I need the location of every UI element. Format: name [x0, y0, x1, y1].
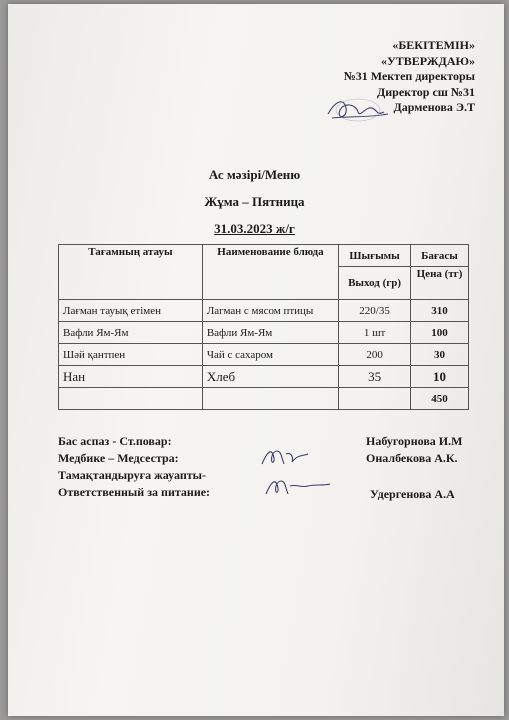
responsible-label-kz: Тамақтандыруға жауапты-	[58, 468, 207, 482]
cook-name: Набугорнова И.М	[366, 434, 463, 448]
dish-ru: Хлеб	[202, 366, 338, 388]
responsible-name: Удергенова А.А	[370, 487, 455, 501]
director-name: Дарменова Э.Т	[393, 100, 475, 114]
table-total-row	[59, 388, 469, 410]
approval-line: №31 Мектеп директоры	[343, 69, 475, 83]
menu-date: 31.03.2023 ж/г	[214, 221, 295, 236]
approval-line: «УТВЕРЖДАЮ»	[380, 53, 475, 68]
dish-kz: Вафли Ям-Ям	[59, 322, 203, 344]
menu-day: Жұма – Пятница	[204, 194, 305, 209]
dish-kz: Нан	[59, 366, 203, 388]
director-signature	[322, 92, 392, 128]
dish-price: 310	[411, 300, 469, 322]
dish-price: 10	[411, 366, 469, 388]
dish-output: 1 шт	[339, 322, 411, 344]
table-row	[59, 344, 469, 366]
table-header-row	[59, 245, 469, 267]
dish-price: 30	[411, 344, 469, 366]
total-price: 450	[411, 388, 469, 410]
header-price-sub: Цена (тг)	[411, 267, 469, 300]
dish-kz: Шәй қантпен	[59, 344, 203, 366]
table-row	[59, 300, 469, 322]
cook-label: Бас аспаз - Ст.повар:	[58, 434, 172, 448]
header-output-sub: Выход (гр)	[339, 267, 411, 300]
nurse-label: Медбике – Медсестра:	[58, 451, 179, 465]
header-name-ru: Наименование блюда	[202, 245, 338, 300]
dish-price: 100	[411, 322, 469, 344]
table-row	[59, 322, 469, 344]
responsible-signature	[262, 474, 332, 498]
header-price: Бағасы	[411, 245, 469, 267]
dish-ru: Лагман с мясом птицы	[202, 300, 338, 322]
nurse-name: Оналбекова А.К.	[366, 451, 458, 465]
dish-kz: Лағман тауық етімен	[59, 300, 203, 322]
dish-ru: Чай с сахаром	[202, 344, 338, 366]
table-row	[59, 366, 469, 388]
responsible-label-ru: Ответственный за питание:	[58, 485, 211, 499]
header-output: Шығымы	[339, 245, 411, 267]
nurse-signature	[258, 444, 310, 468]
approval-line: «БЕКІТЕМІН»	[392, 38, 475, 52]
dish-ru: Вафли Ям-Ям	[202, 322, 338, 344]
dish-output: 220/35	[339, 300, 411, 322]
menu-table	[58, 244, 469, 410]
dish-output: 35	[339, 366, 411, 388]
header-name-kz: Тағамның атауы	[59, 245, 203, 300]
approval-line: Директор сш №31	[376, 84, 475, 99]
dish-output: 200	[339, 344, 411, 366]
menu-title: Ас мәзірі/Меню	[208, 167, 301, 182]
